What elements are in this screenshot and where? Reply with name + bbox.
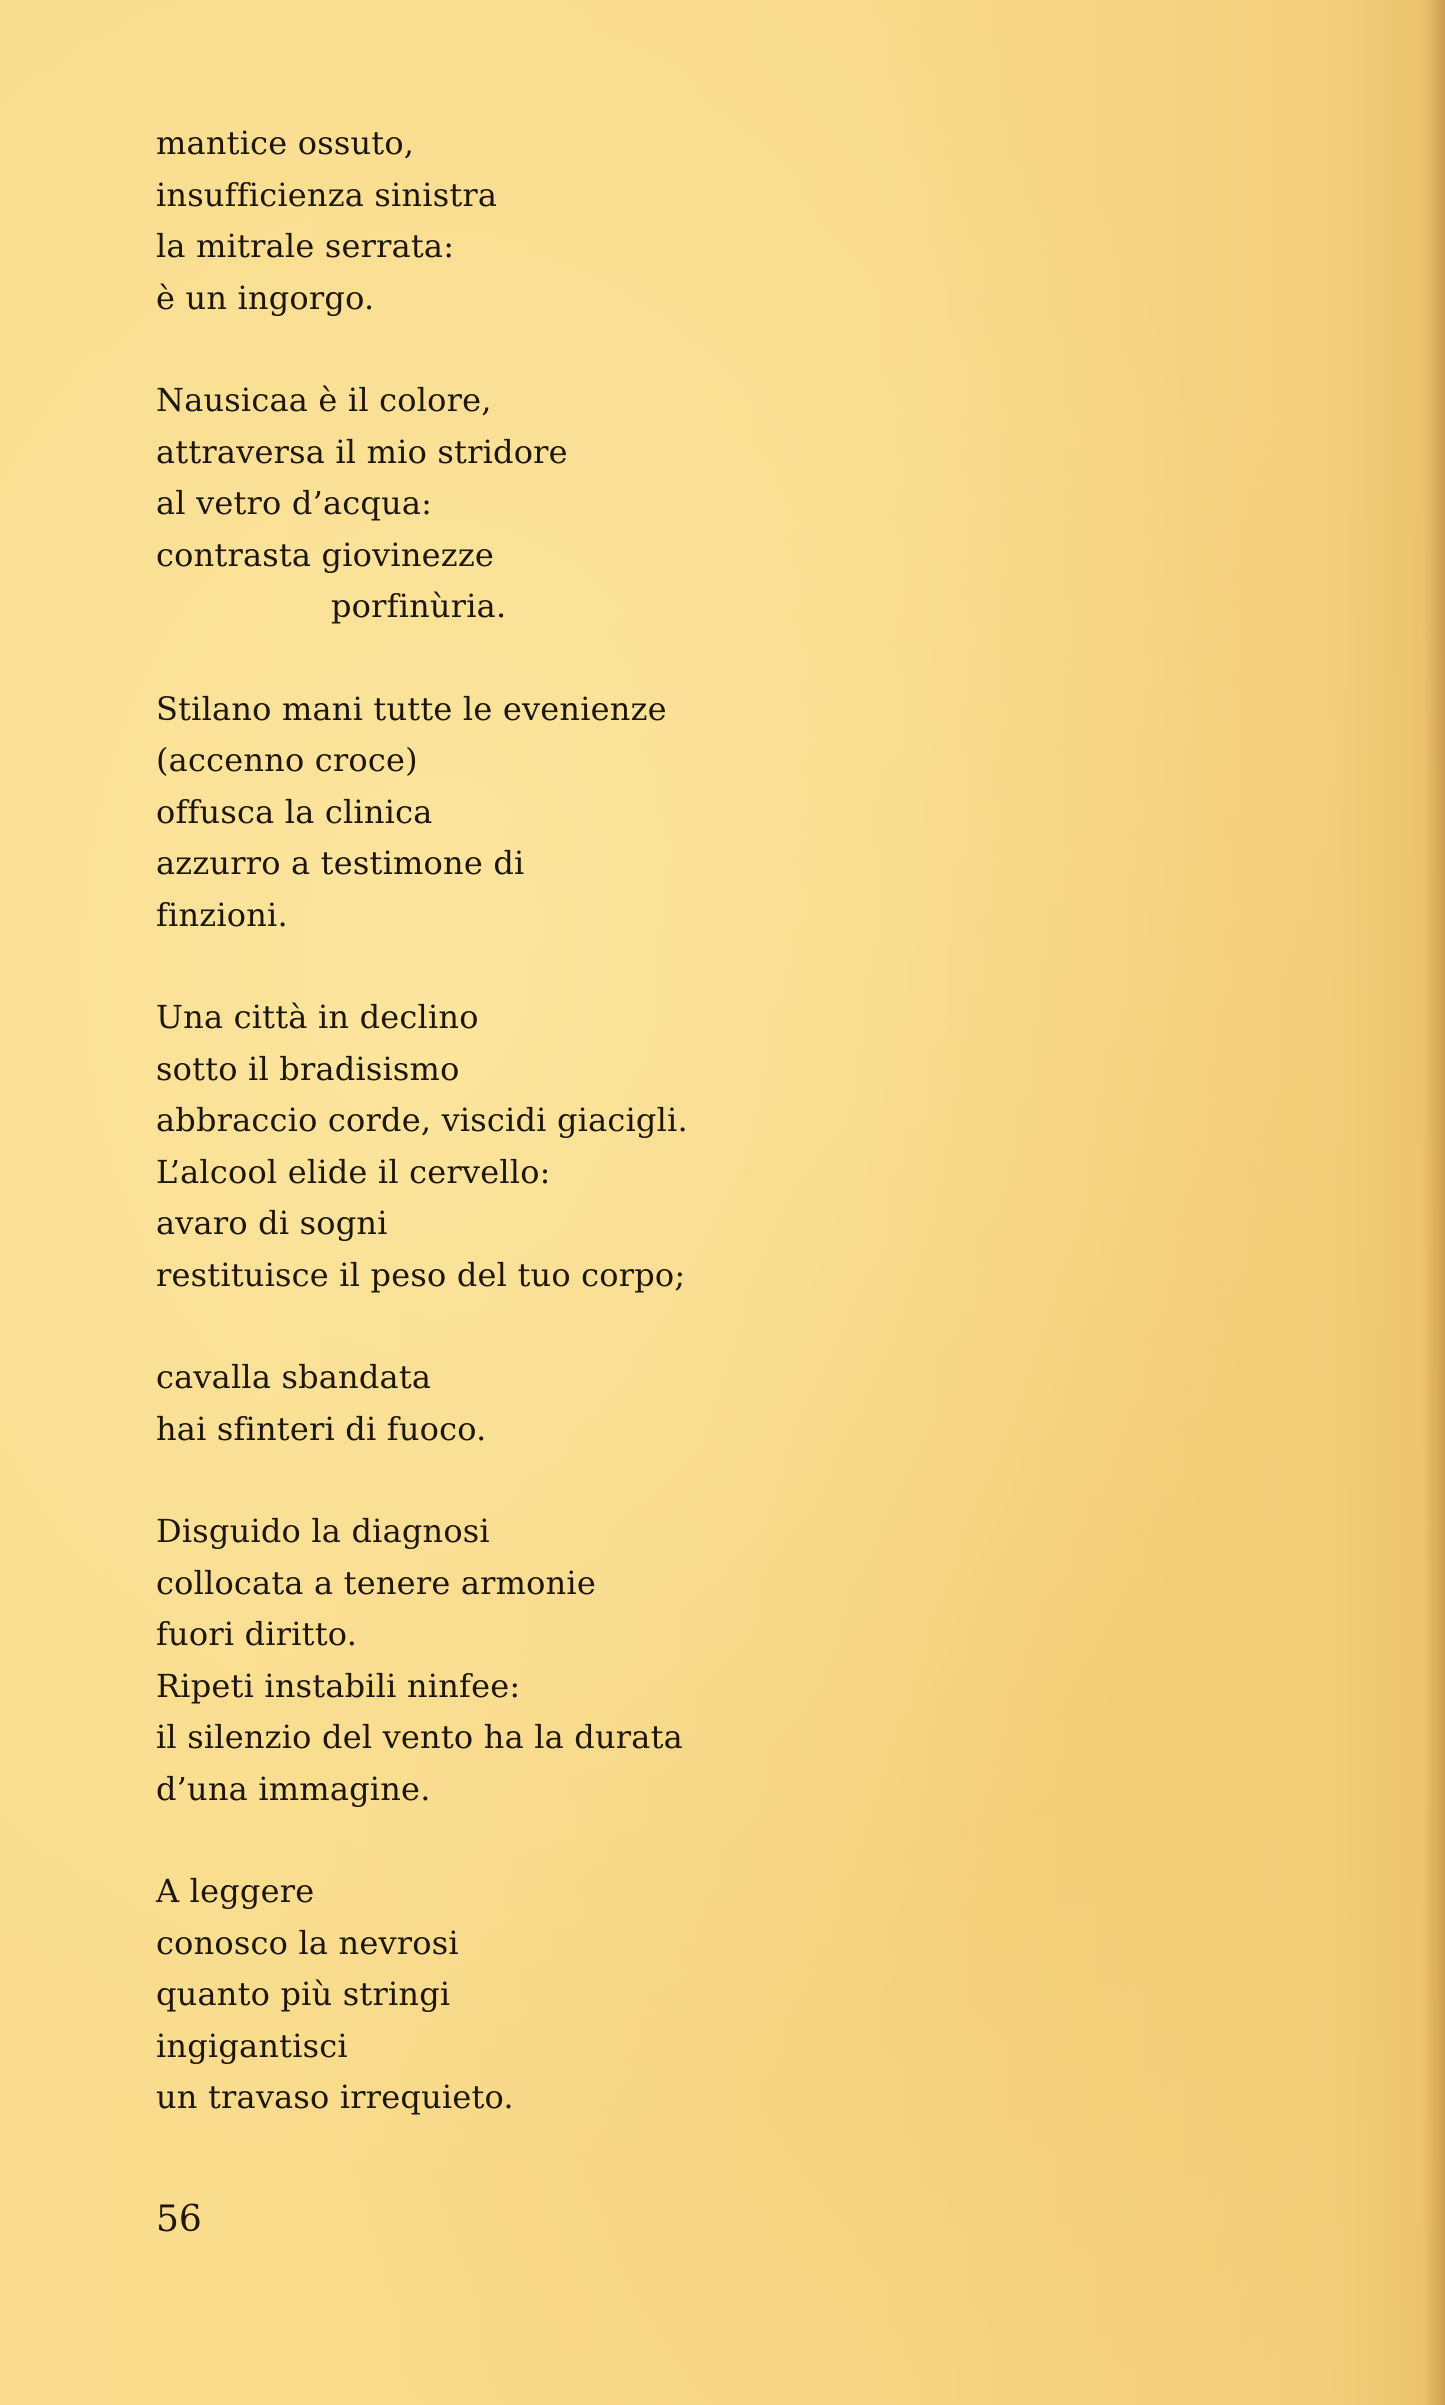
poem-line: quanto più stringi xyxy=(156,1975,451,2013)
poem-line: ingigantisci xyxy=(156,2026,348,2065)
page-edge-shadow xyxy=(1423,0,1445,2405)
poem-line: conosco la nevrosi xyxy=(156,1923,459,1962)
poem-line: Una città in declino xyxy=(156,998,479,1036)
poem-line: (accenno croce) xyxy=(156,741,418,779)
stanza-3 xyxy=(156,684,796,942)
stanza-1 xyxy=(156,118,796,324)
stanza-7 xyxy=(156,1866,796,2124)
poem-line: attraversa il mio stridore xyxy=(156,432,568,471)
poem-line: d’una immagine. xyxy=(156,1769,431,1808)
poem-line: Ripeti instabili ninfee: xyxy=(156,1666,521,1705)
poem-line: fuori diritto. xyxy=(156,1615,358,1653)
poem-line: è un ingorgo. xyxy=(156,278,375,317)
poem-line: Disguido la diagnosi xyxy=(156,1512,490,1550)
poem-line: il silenzio del vento ha la durata xyxy=(156,1718,683,1756)
poem-line: abbraccio corde, viscidi giacigli. xyxy=(156,1101,688,1139)
poem-line: offusca la clinica xyxy=(156,792,433,831)
poem-line: avaro di sogni xyxy=(156,1204,388,1242)
poem-line: la mitrale serrata: xyxy=(156,227,455,265)
poem-line: cavalla sbandata xyxy=(156,1358,432,1396)
poem-line: restituisce il peso del tuo corpo; xyxy=(156,1255,686,1294)
poem-line: A leggere xyxy=(156,1872,315,1910)
poem-line: contrasta giovinezze xyxy=(156,535,495,574)
poem-line: Stilano mani tutte le evenienze xyxy=(156,689,667,728)
poem-line: sotto il bradisismo xyxy=(156,1049,460,1088)
stanza-5 xyxy=(156,1352,796,1455)
poem-line: un travaso irrequieto. xyxy=(156,2078,514,2116)
poem-line: Nausicaa è il colore, xyxy=(156,381,492,419)
stanza-6 xyxy=(156,1506,796,1815)
poem-line-indented: porfinùria. xyxy=(331,587,507,625)
poem-body xyxy=(156,118,796,2175)
poem-line: al vetro d’acqua: xyxy=(156,484,433,522)
poem-line: collocata a tenere armonie xyxy=(156,1563,596,1602)
poem-line: azzurro a testimone di xyxy=(156,844,525,882)
stanza-2 xyxy=(156,375,796,633)
poem-line: insufficienza sinistra xyxy=(156,175,498,214)
poem-line: L’alcool elide il cervello: xyxy=(156,1152,551,1191)
stanza-4 xyxy=(156,992,796,1301)
poem-line: finzioni. xyxy=(156,895,288,934)
page-number: 56 xyxy=(156,2199,202,2240)
poem-line: mantice ossuto, xyxy=(156,124,415,162)
poem-line: hai sfinteri di fuoco. xyxy=(156,1409,487,1448)
